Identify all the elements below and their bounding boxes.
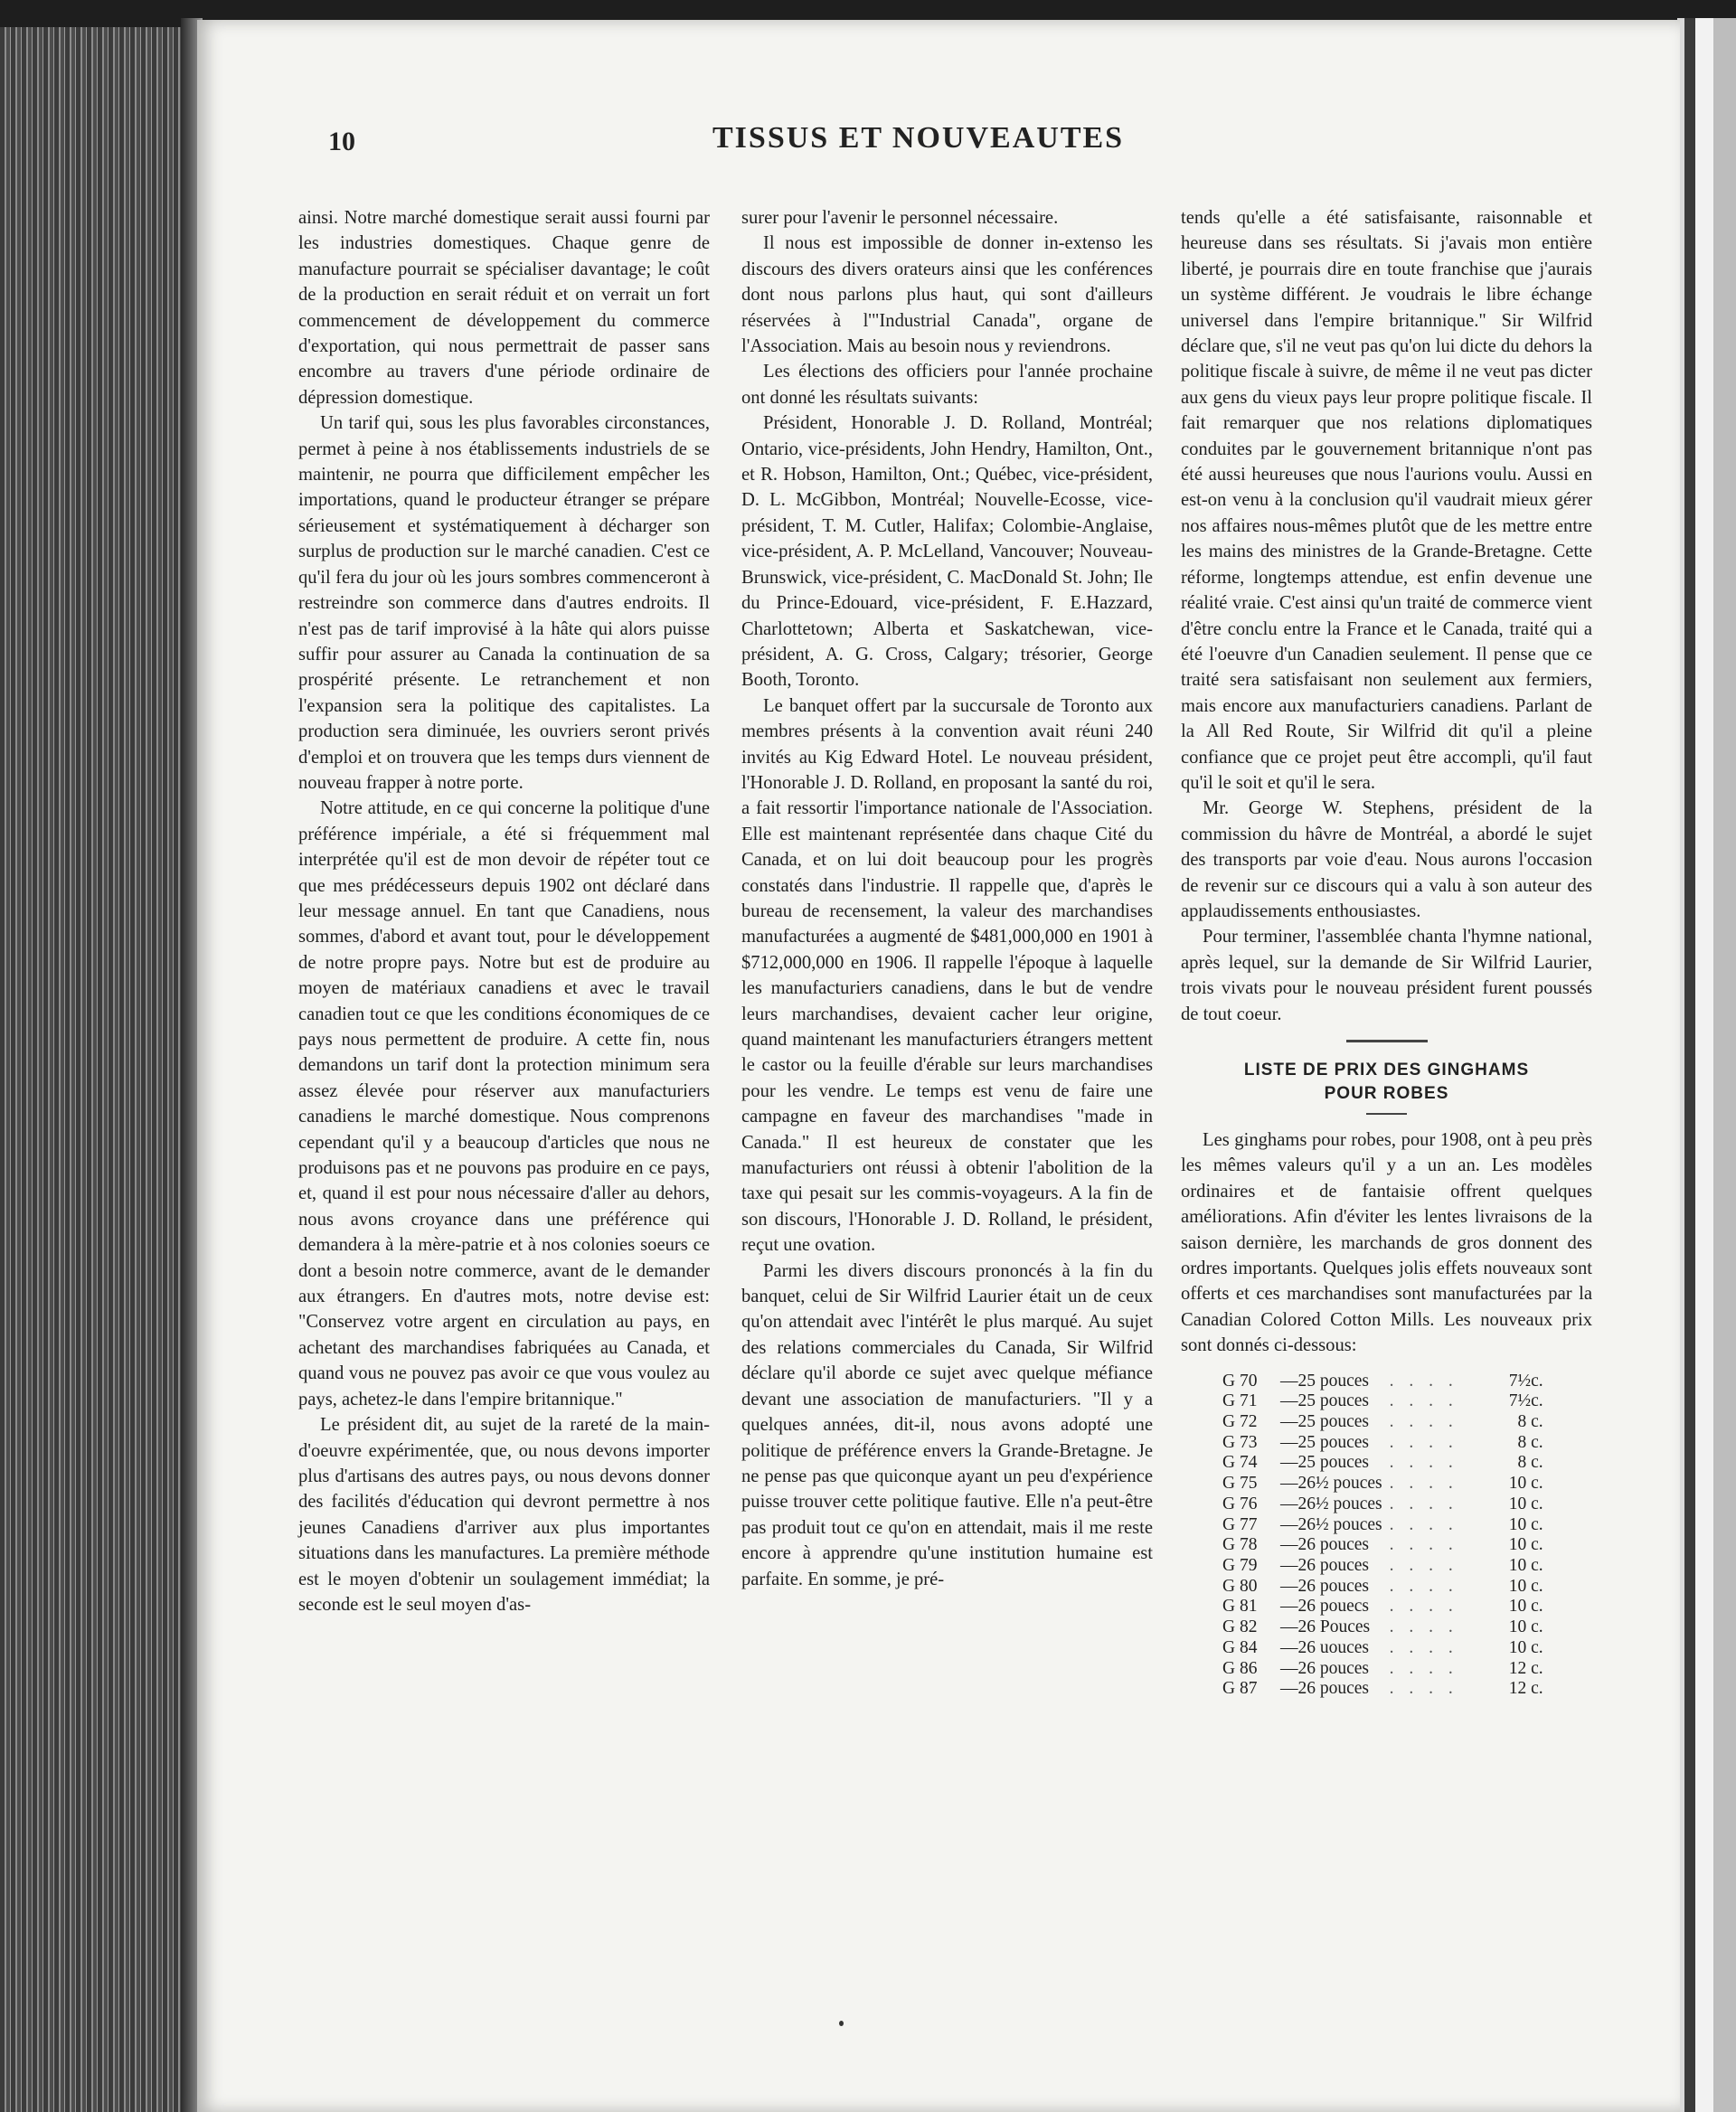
price-row [1222, 1535, 1543, 1556]
price-value: 12 c. [1508, 1679, 1543, 1699]
paragraph: Les élections des officiers pour l'année prochaine ont donné les résultats suivants: [741, 362, 1153, 408]
price-leader-dots: . . . . [1389, 1597, 1458, 1617]
price-leader-dots: . . . . [1389, 1474, 1458, 1494]
price-size: —26 pouecs [1280, 1597, 1370, 1617]
price-value: 12 c. [1508, 1658, 1543, 1678]
price-leader-dots: . . . . [1389, 1617, 1458, 1637]
paragraph: ainsi. Notre marché domestique serait aussi fourni par les industries domestiques. Chaque genre de manufacture pourrait se spécialiser davantage; le coût de la production en serait réduit et on verrait un fort commencement de développement du commerce d'exportation, qui nous permettrait de passer sans encombre au travers d'une période ordinaire de dépression domestique. [298, 208, 710, 408]
page-number: 10 [328, 127, 355, 156]
price-value: 8 c. [1517, 1432, 1543, 1452]
price-row [1222, 1433, 1543, 1454]
paragraph: Un tarif qui, sous les plus favorables circonstances, permet à peine à nos établissements industriels de se maintenir, ne pourra que difficilement empêcher les importations, quand le producteur étranger se prépare sérieusement et systématiquement à décharger son surplus de production sur le marché canadien. C'est ce qu'il fera du jour où les jours sombres commenceront à restreindre son commerce dans d'autres endroits. Il n'est pas de tarif improvisé à la hâte qui alors puisse suffir pour assurer au Canada la continuation de sa prospérité présente. Le retranchement et non l'expansion sera la politique des capitalistes. La production sera diminuée, les ouvriers seront privés d'emploi et on trouvera que les temps durs viennent de nouveau frapper à notre porte. [298, 413, 710, 793]
paragraph: Mr. George W. Stephens, président de la commission du hâvre de Montréal, a abordé le sujet des transports par voie d'eau. Nous aurons l'occasion de revenir sur ce discours qui a valu à son auteur des applaudissements enthousiastes. [1181, 798, 1592, 921]
price-code: G 86 [1222, 1658, 1258, 1678]
price-value: 10 c. [1508, 1494, 1543, 1513]
price-leader-dots: . . . . [1389, 1514, 1458, 1534]
paragraph: Président, Honorable J. D. Rolland, Montréal; Ontario, vice-présidents, John Hendry, Hamilton, Ont., et R. Hobson, Hamilton, Ont.; Québec, vice-président, D. L. McGibbon, Montréal; Nouvelle-Ecosse, vice-président, T. M. Cutler, Halifax; Colombie-Anglaise, vice-président, A. P. McLelland, Vancouver; Nouveau-Brunswick, vice-président, C. MacDonald St. John; Ile du Prince-Edouard, vice-président, F. E.Hazzard, Charlottetown; Alberta et Saskatchewan, vice-président, A. G. Cross, Calgary; trésorier, George Booth, Toronto. [741, 413, 1153, 691]
paragraph: Parmi les divers discours prononcés à la fin du banquet, celui de Sir Wilfrid Laurier était un de ceux qu'on attendait avec l'intérêt le plus marqué. Au sujet des relations commerciales du Canada, Sir Wilfrid déclare qu'il aborde ce sujet avec quelque méfiance devant une association de manufacturiers. "Il y a quelques années, dit-il, nous avons adopté une politique de préférence envers la Grande-Bretagne. Je ne pense pas que quiconque ayant un peu d'expérience puisse trouver cette politique fautive. Elle n'a peut-être pas produit tout ce qu'on en attendait, mais il me reste encore à apprendre qu'une institution humaine est parfaite. En somme, je pré- [741, 1260, 1153, 1589]
price-leader-dots: . . . . [1389, 1494, 1458, 1513]
price-code: G 78 [1222, 1535, 1258, 1555]
price-value: 10 c. [1508, 1597, 1543, 1617]
price-size: —26 pouces [1280, 1576, 1370, 1596]
price-row [1222, 1597, 1543, 1617]
price-value: 10 c. [1508, 1474, 1543, 1494]
price-size: —26 uouces [1280, 1637, 1370, 1657]
price-size: —26½ pouces [1280, 1474, 1382, 1494]
price-row [1222, 1577, 1543, 1598]
paragraph: tends qu'elle a été satisfaisante, raisonnable et heureuse dans ses résultats. Si j'avais mon entière liberté, je pourrais dire en toute franchise que j'aurais un système différent. Je voudrais le libre échange universel dans l'empire britannique." Sir Wilfrid déclare que, s'il ne veut pas qu'on lui dicte du dehors la politique fiscale à suivre, de même il ne veut pas dicter aux gens du vieux pays leur propre politique fiscale. Il fait remarquer que nos relations diplomatiques conduites par le gouvernement britannique n'ont pas été aussi heureuses que nous l'aurions voulu. Aussi en est-on venu à la conclusion qu'il vaudrait mieux gérer nos affaires nous-mêmes plutôt que de les mettre entre les mains des ministres de la Grande-Bretagne. Cette réforme, longtemps attendue, est enfin devenue une réalité vraie. C'est ainsi qu'un traité de commerce vient d'être conclu entre la France et le Canada, traité qui a été l'oeuvre d'un Canadien seulement. Il pense que ce traité sera satisfaisant non seulement aux fermiers, mais encore aux manufacturiers canadiens. Parlant de la All Red Route, Sir Wilfrid dit qu'il a pleine confiance que ce projet peut être accompli, qu'il faut qu'il le soit et qu'il le sera. [1181, 208, 1592, 793]
price-row [1222, 1679, 1543, 1700]
price-leader-dots: . . . . [1389, 1679, 1458, 1699]
price-code: G 84 [1222, 1637, 1258, 1657]
price-value: 10 c. [1508, 1637, 1543, 1657]
column-2 [741, 205, 1153, 1592]
price-leader-dots: . . . . [1389, 1576, 1458, 1596]
price-value: 10 c. [1508, 1617, 1543, 1637]
price-row [1222, 1638, 1543, 1659]
price-size: —26 pouces [1280, 1658, 1370, 1678]
price-code: G 80 [1222, 1576, 1258, 1596]
price-value: 10 c. [1508, 1576, 1543, 1596]
price-size: —26½ pouces [1280, 1514, 1382, 1534]
document-page [197, 20, 1680, 2112]
price-size: —26 pouces [1280, 1555, 1370, 1575]
price-code: G 75 [1222, 1474, 1258, 1494]
price-size: —25 pouces [1280, 1371, 1370, 1391]
price-leader-dots: . . . . [1389, 1555, 1458, 1575]
price-code: G 77 [1222, 1514, 1258, 1534]
price-leader-dots: . . . . [1389, 1432, 1458, 1452]
price-size: —25 pouces [1280, 1432, 1370, 1452]
section-heading-line: LISTE DE PRIX DES GINGHAMS [1243, 1061, 1530, 1080]
paragraph: Le président dit, au sujet de la rareté de la main-d'oeuvre expérimentée, que, ou nous devons importer plus d'artisans des autres pays, ou nous devons donner des facilités d'éducation qui devront permettre à nos jeunes Canadiens d'arriver aux plus importantes situations dans les manufactures. La première méthode est le moyen d'obtenir un soulagement immédiat; la seconde est le seul moyen d'as- [298, 1415, 710, 1615]
price-value: 10 c. [1508, 1555, 1543, 1575]
price-size: —25 pouces [1280, 1391, 1370, 1411]
price-size: —26 pouces [1280, 1679, 1370, 1699]
price-code: G 70 [1222, 1371, 1258, 1391]
ink-speck [839, 2021, 844, 2026]
price-row [1222, 1494, 1543, 1515]
price-code: G 76 [1222, 1494, 1258, 1513]
section-heading [1181, 1059, 1592, 1106]
price-size: —26 pouces [1280, 1535, 1370, 1555]
price-code: G 73 [1222, 1432, 1258, 1452]
price-leader-dots: . . . . [1389, 1535, 1458, 1555]
paragraph: Le banquet offert par la succursale de Toronto aux membres présents à la convention avait réuni 240 invités au Kig Edward Hotel. Le nouveau président, l'Honorable J. D. Rolland, en proposant la santé du roi, a fait ressortir l'importance nationale de l'Association. Elle est maintenant représentée dans chaque Cité du Canada, et on lui doit beaucoup pour les progrès constatés dans l'industrie. Il rappelle que, d'après le bureau de recensement, la valeur des marchandises manufacturées a augmenté de $481,000,000 en 1901 à $712,000,000 en 1906. Il rappelle l'époque à laquelle les manufacturiers canadiens, dans le but de vendre leurs marchandises, devaient cacher leur origine, quand maintenant les manufacturiers étrangers mettent le castor ou la feuille d'érable sur leurs marchandises pour les vendre. Le temps est venu de faire une campagne en faveur des marchandises "made in Canada." Il est heureux de constater que les manufacturiers ont réussi à obtenir l'abolition de la taxe qui pesait sur les commis-voyageurs. A la fin de son discours, l'Honorable J. D. Rolland, le président, reçut une ovation. [741, 695, 1153, 1256]
price-value: 7½c. [1508, 1371, 1543, 1391]
column-1 [298, 205, 710, 1617]
price-size: —26 Pouces [1280, 1617, 1371, 1637]
price-leader-dots: . . . . [1389, 1391, 1458, 1411]
paragraph: Il nous est impossible de donner in-extenso les discours des divers orateurs ainsi que les conférences dont nous parlons plus haut, qui sont d'ailleurs réservées à l'"Industrial Canada", organe de l'Association. Mais au besoin nous y reviendrons. [741, 233, 1153, 357]
price-code: G 87 [1222, 1679, 1258, 1699]
price-size: —25 pouces [1280, 1453, 1370, 1473]
price-size: —25 pouces [1280, 1412, 1370, 1432]
paragraph: surer pour l'avenir le personnel nécessaire. [741, 208, 1059, 228]
price-row [1222, 1372, 1543, 1392]
price-value: 8 c. [1517, 1453, 1543, 1473]
price-leader-dots: . . . . [1389, 1453, 1458, 1473]
price-code: G 74 [1222, 1453, 1258, 1473]
price-value: 10 c. [1508, 1535, 1543, 1555]
paragraph: Les ginghams pour robes, pour 1908, ont à peu près les mêmes valeurs qu'il y a un an. Les modèles ordinaires et de fantaisie offrent quelques améliorations. Afin d'éviter les lentes livraisons de la saison dernière, les marchands de gros donnent des ordres importants. Quelques jolis effets nouveaux sont offerts et ces marchandises sont manufacturées par la Canadian Colored Cotton Mills. Les nouveaux prix sont donnés ci-dessous: [1181, 1130, 1592, 1356]
paragraph: Notre attitude, en ce qui concerne la politique d'une préférence impériale, a été si fréquemment mal interprétée qu'il est de mon devoir de répéter tout ce que mes prédécesseurs depuis 1902 ont déclaré dans leur message annuel. En tant que Canadiens, nous sommes, d'abord et avant tout, pour le développement de notre propre pays. Notre but est de produire au moyen de matériaux canadiens et avec le travail canadien tout ce que les conditions économiques de ce pays nous permettent de produire. A cette fin, nous demandons un tarif dont la protection minimum sera assez élevée pour réserver aux manufacturiers canadiens le marché domestique. Nous comprenons cependant qu'il y a beaucoup d'articles que nous ne produisons pas et ne pouvons pas produire en ce pays, et, quand il est pour nous nécessaire d'aller au dehors, nous avons croyance dans une préférence qui demandera à la mère-patrie et à nos colonies soeurs ce dont a besoin notre commerce, avant de le demander aux étrangers. En d'autres mots, notre devise est: "Conservez votre argent en circulation au pays, en achetant des marchandises fabriquées au Canada, et quand vous ne pouvez pas avoir ce que vous voulez au pays, achetez-le dans l'empire britannique." [298, 798, 710, 1410]
section-subdivider [1366, 1113, 1407, 1115]
section-divider [1346, 1040, 1428, 1042]
price-value: 10 c. [1508, 1514, 1543, 1534]
price-code: G 81 [1222, 1597, 1258, 1617]
price-row [1222, 1556, 1543, 1577]
price-leader-dots: . . . . [1389, 1371, 1458, 1391]
price-code: G 82 [1222, 1617, 1258, 1637]
price-list-table [1222, 1372, 1543, 1700]
price-code: G 72 [1222, 1412, 1258, 1432]
price-row [1222, 1391, 1543, 1412]
price-row [1222, 1659, 1543, 1680]
price-code: G 79 [1222, 1555, 1258, 1575]
price-value: 7½c. [1508, 1391, 1543, 1411]
paragraph: Pour terminer, l'assemblée chanta l'hymne national, après lequel, sur la demande de Sir Wilfrid Laurier, trois vivats pour le nouveau président furent poussés de tout coeur. [1181, 927, 1592, 1024]
page-header-title: TISSUS ET NOUVEAUTES [712, 121, 1125, 155]
price-leader-dots: . . . . [1389, 1637, 1458, 1657]
book-binding-pages [0, 27, 190, 2112]
price-row [1222, 1412, 1543, 1433]
price-leader-dots: . . . . [1389, 1412, 1458, 1432]
price-size: —26½ pouces [1280, 1494, 1382, 1513]
price-row [1222, 1453, 1543, 1474]
price-leader-dots: . . . . [1389, 1658, 1458, 1678]
page-right-edge [1677, 18, 1736, 2112]
price-row [1222, 1515, 1543, 1536]
price-row [1222, 1617, 1543, 1638]
column-3 [1181, 205, 1592, 1700]
section-heading-line: POUR ROBES [1324, 1084, 1449, 1103]
price-row [1222, 1474, 1543, 1494]
price-code: G 71 [1222, 1391, 1258, 1411]
price-value: 8 c. [1517, 1412, 1543, 1432]
